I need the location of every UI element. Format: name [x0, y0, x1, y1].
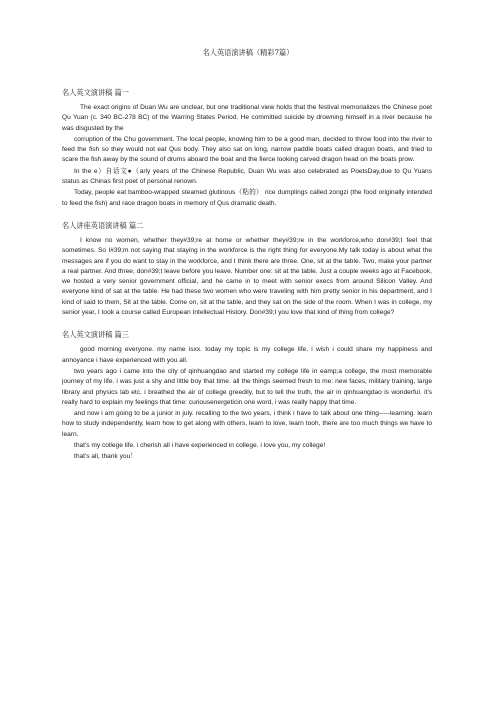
- paragraph: good morning everyone. my name isxx. today my topic is my college life. i wish i could share my happiness and annoyance i have experienced with you all.: [62, 346, 432, 364]
- paragraph: corruption of the Chu government. The local people, knowing him to be a good man, decided to throw food into the river to feed the fish so they would not eat Qus body. They also sat on long, narrow paddle boats called dragon boats, and tried to scare the fish away by the sound of drums aboard the boat and the fierce looking carved dragon head on the boats prow.: [62, 135, 432, 164]
- paragraph: Today, people eat bamboo-wrapped steamed glutinous（粘的） rice dumplings called zongzi (the food originally intended to feed the fish) and race dragon boats in memory of Qus dramatic death.: [62, 189, 432, 207]
- section-heading: 名人英文演讲稿 篇一: [62, 88, 129, 97]
- paragraph: that's my college life. i cherish all i have experienced in college. i love you, my college!: [74, 442, 326, 450]
- paragraph: I know no women, whether they#39;re at home or whether they#39;re in the workforce,who don#39;t feel that sometimes. So I#39;m not saying that staying in the workforce is the right thing for everyone.My talk today is about what the messages are if you do want to stay in the workforce, and I think there are three. One, sit at the table. Two, make your partner a real partner. And three, don#39;t leave before you leave. Number one: sit at the table. Just a couple weeks ago at Facebook, we hosted a very senior government official, and he came in to meet with senior execs from around Silicon Valley. And everyone kind of sat at the table. He had these two women who were traveling with him pretty senior in his department, and I kind of said to them, Sit at the table. Come on, sit at the table, and they sat on the side of the room. When I was in college, my senior year, I took a course called European Intellectual History. Don#39;t you love that kind of thing from college?: [62, 236, 432, 317]
- section-3: [62, 330, 432, 462]
- document-title: 名人英语演讲稿（精彩7篇）: [202, 48, 294, 57]
- section-heading: 名人英文演讲稿 篇三: [62, 330, 129, 340]
- paragraph: The exact origins of Duan Wu are unclear, but one traditional view holds that the festival memorializes the Chinese poet Qu Yuan (c. 340 BC-278 BC) of the Warring States Period. He committed suicide by drowning himself in a river because he was disgusted by the: [62, 104, 432, 132]
- paragraph: In the e）自话文●（arly years of the Chinese Republic, Duan Wu was also celebrated as PoetsDay,due to Qu Yuans status as Chinas first poet of personal renown.: [62, 167, 432, 186]
- paragraph: that's all, thank you！: [74, 453, 137, 461]
- paragraph: two years ago i came into the city of qinhuangdao and started my college life in eamp;a college, the most memorable journey of my life. i was just a shy and little boy that time. all the things seemed fresh to me: new faces, military training, large library and physics lab etc. i breathed the air of college greedily, but to tell the truth, the air in qinhuangdao is wonderful. it's really hard to explain my feelings that time: curiousenergeticin one word, i was really happy that time.: [62, 367, 432, 406]
- section-2: [62, 221, 432, 318]
- section-1: [62, 88, 432, 209]
- document-body: [62, 88, 432, 469]
- paragraph: and now i am going to be a junior in july. recalling to the two years, i think i have to talk about one thing-----learning. learn how to study independently, learn how to get along with others, learn to love, learn tooh, there are too much things we have to learn.: [62, 410, 432, 438]
- section-heading: 名人讲座英语演讲稿 篇二: [62, 220, 144, 230]
